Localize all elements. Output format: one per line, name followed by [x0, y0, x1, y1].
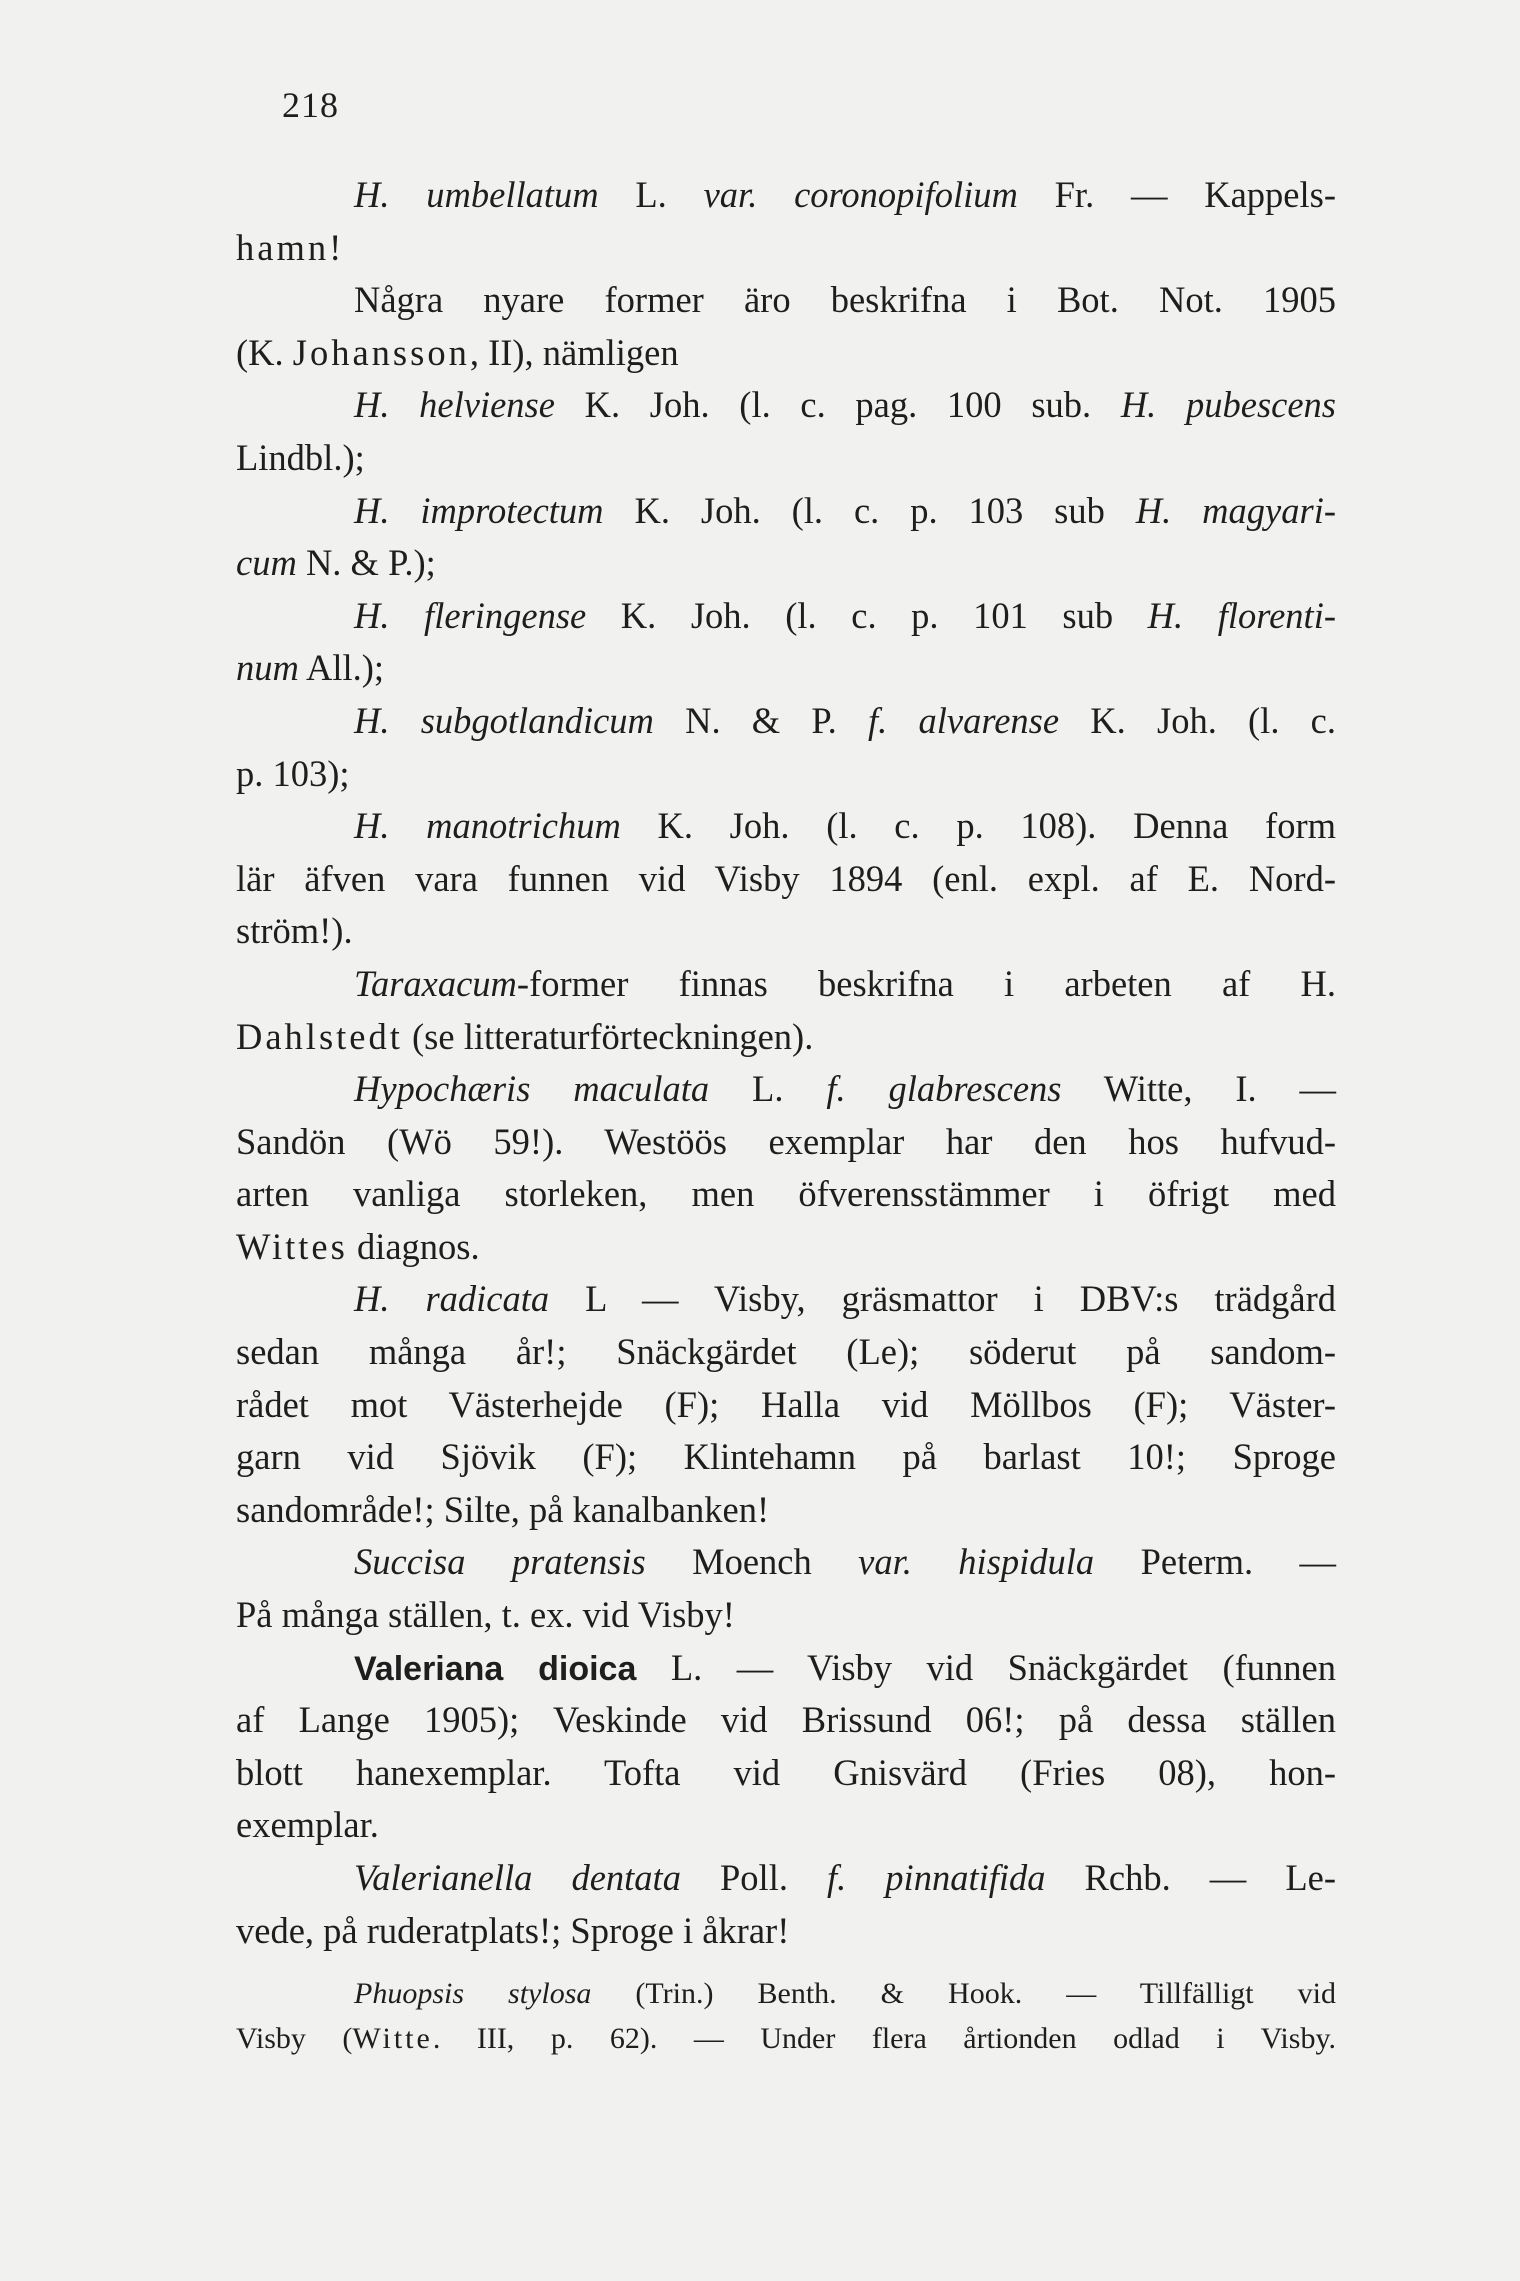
text-line [236, 537, 1336, 590]
text-span: Poll. [680, 1857, 827, 1898]
italic-span: Hypochæris maculata [354, 1068, 710, 1110]
text-line [236, 1642, 1336, 1695]
text-span: . III, p. 62). — Under flera årtionden odlad i Visby. [432, 2022, 1336, 2056]
main-text [236, 169, 1336, 1957]
text-span: L. — Visby vid Snäckgärdet (funnen [636, 1646, 1336, 1688]
text-span: , II), nämligen [469, 331, 679, 373]
text-line [236, 1011, 1336, 1064]
page-body [236, 169, 1336, 2061]
spaced-span: Wittes [236, 1225, 348, 1267]
italic-span: Phuopsis stylosa [354, 1977, 592, 2011]
italic-span: H. florenti- [1147, 594, 1336, 636]
text-line [236, 1747, 1336, 1800]
text-line [236, 1063, 1336, 1116]
italic-span: H. umbellatum [354, 174, 599, 215]
italic-span: cum [236, 542, 297, 584]
text-line [236, 1168, 1336, 1221]
italic-span: H. manotrichum [354, 805, 621, 847]
italic-span: var. hispidula [858, 1541, 1095, 1583]
text-line [236, 2016, 1336, 2061]
italic-span: Succisa pratensis [354, 1541, 646, 1583]
text-span: K. Joh. (l. c. p. 101 sub [586, 594, 1148, 636]
italic-span: f. glabrescens [826, 1068, 1062, 1110]
text-line [236, 274, 1336, 327]
text-line [236, 1852, 1336, 1905]
italic-span: Valerianella dentata [354, 1857, 681, 1898]
text-span: garn vid Sjövik (F); Klintehamn på barlast 10!; Sproge [236, 1436, 1336, 1478]
italic-span: H. fleringense [354, 594, 587, 636]
text-span: Witte, I. — [1061, 1068, 1337, 1110]
text-span: Fr. — Kappels- [1017, 174, 1337, 215]
text-line [236, 853, 1336, 906]
text-line [236, 1971, 1336, 2016]
spaced-span: hamn! [236, 226, 345, 268]
bold-span: Valeriana dioica [354, 1649, 637, 1688]
text-span: L. [598, 174, 704, 215]
text-span: Rchb. — Le- [1045, 1857, 1336, 1898]
text-span: exemplar. [236, 1804, 379, 1846]
text-line [236, 1536, 1336, 1589]
text-span: sedan många år!; Snäckgärdet (Le); söderut på sandom- [236, 1331, 1336, 1373]
text-line [236, 958, 1336, 1011]
text-line [236, 642, 1336, 695]
italic-span: H. pubescens [1120, 384, 1336, 426]
text-line [236, 1221, 1336, 1274]
italic-span: H. magyari- [1135, 489, 1336, 531]
text-span: p. 103); [236, 752, 350, 794]
text-span: -former finnas beskrifna i arbeten af H. [516, 962, 1336, 1004]
italic-span: f. pinnatifida [827, 1857, 1046, 1898]
text-span: All.); [298, 647, 385, 689]
italic-span: H. helviense [354, 384, 555, 426]
text-line [236, 1484, 1336, 1537]
text-line [236, 695, 1336, 748]
text-span: Sandön (Wö 59!). Westöös exemplar har den hos hufvud- [236, 1120, 1336, 1162]
spaced-span: Johansson [292, 331, 470, 373]
text-span: På många ställen, t. ex. vid Visby! [236, 1594, 735, 1636]
italic-span: H. subgotlandicum [354, 699, 654, 741]
text-line [236, 800, 1336, 853]
text-span: Moench [645, 1541, 859, 1583]
text-line [236, 1379, 1336, 1432]
text-span: K. Joh. (l. c. pag. 100 sub. [554, 384, 1121, 426]
text-span: (Trin.) Benth. & Hook. — Tillfälligt vid [591, 1977, 1336, 2011]
text-span: Peterm. — [1094, 1541, 1337, 1583]
text-line [236, 1694, 1336, 1747]
text-line [236, 379, 1336, 432]
text-span: blott hanexemplar. Tofta vid Gnisvärd (Fries 08), hon- [236, 1751, 1336, 1793]
text-line [236, 327, 1336, 380]
text-line [236, 1589, 1336, 1642]
text-span: L — Visby, gräsmattor i DBV:s trädgård [549, 1278, 1336, 1320]
text-span: N. & P.); [296, 542, 436, 584]
text-span: ström!). [236, 910, 353, 952]
text-line [236, 485, 1336, 538]
text-span: sandområde!; Silte, på kanalbanken! [236, 1488, 770, 1530]
italic-span: H. radicata [354, 1278, 550, 1320]
footnote-text [236, 1971, 1336, 2061]
text-line [236, 590, 1336, 643]
spaced-span: Dahlstedt [236, 1015, 403, 1057]
text-line [236, 1799, 1336, 1852]
text-span: L. [709, 1068, 827, 1110]
spaced-span: Witte [352, 2022, 433, 2056]
text-line [236, 169, 1336, 222]
text-span: rådet mot Västerhejde (F); Halla vid Möllbos (F); Väster- [236, 1383, 1336, 1425]
italic-span: Taraxacum [354, 962, 517, 1004]
text-span: K. Joh. (l. c. p. 103 sub [603, 489, 1136, 531]
text-span: K. Joh. (l. c. [1059, 699, 1336, 741]
text-span: Lindbl.); [236, 436, 365, 478]
text-line [236, 222, 1336, 275]
text-line [236, 1273, 1336, 1326]
italic-span: var. coronopifolium [703, 174, 1018, 215]
text-span: arten vanliga storleken, men öfverensstämmer i öfrigt med [236, 1173, 1336, 1215]
italic-span: num [236, 647, 299, 689]
text-span: vede, på ruderatplats!; Sproge i åkrar! [236, 1909, 790, 1951]
text-span: Visby ( [236, 2022, 353, 2056]
text-line [236, 1326, 1336, 1379]
page-number: 218 [282, 85, 339, 125]
text-line [236, 1431, 1336, 1484]
text-line [236, 1116, 1336, 1169]
text-line [236, 432, 1336, 485]
text-line [236, 905, 1336, 958]
text-span: diagnos. [347, 1225, 480, 1267]
text-span: Några nyare former äro beskrifna i Bot. Not. 1905 [354, 279, 1336, 321]
text-span: K. Joh. (l. c. p. 108). Denna form [620, 805, 1336, 847]
italic-span: f. alvarense [868, 699, 1060, 741]
text-line [236, 1905, 1336, 1958]
text-span: lär äfven vara funnen vid Visby 1894 (enl. expl. af E. Nord- [236, 857, 1336, 899]
italic-span: H. improtectum [354, 489, 604, 531]
text-span: N. & P. [653, 699, 869, 741]
text-span: af Lange 1905); Veskinde vid Brissund 06!; på dessa ställen [236, 1699, 1336, 1741]
text-line [236, 748, 1336, 801]
text-span: (se litteraturförteckningen). [402, 1015, 814, 1057]
text-span: (K. [236, 331, 293, 373]
